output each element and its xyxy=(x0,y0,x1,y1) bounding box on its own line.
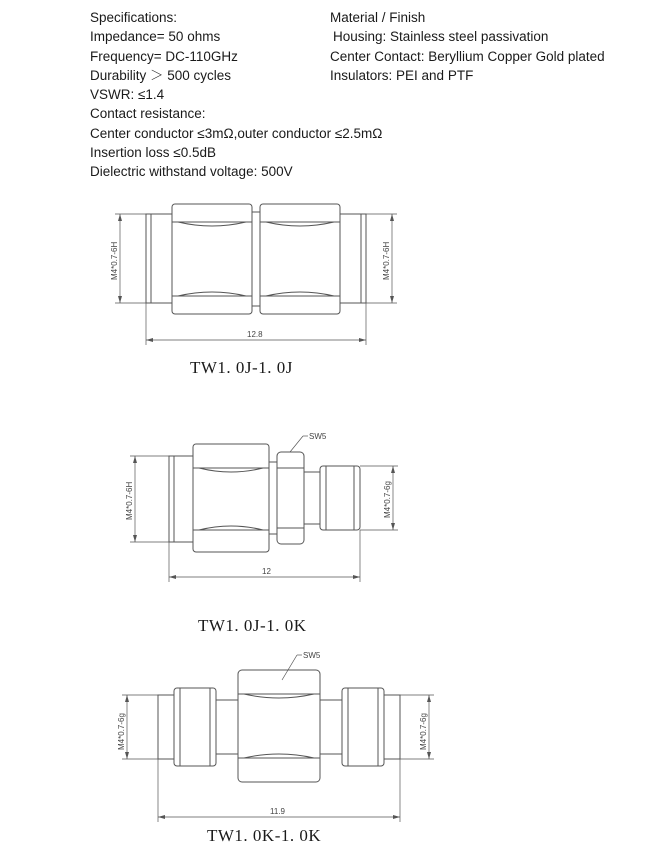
drawing-3-connector xyxy=(122,655,434,822)
spec-vswr: VSWR: ≤1.4 xyxy=(90,87,165,103)
caption-2: TW1. 0J-1. 0K xyxy=(198,616,307,635)
spec-contact-resistance: Contact resistance: xyxy=(90,106,206,122)
d2-wrench: SW5 xyxy=(309,432,327,441)
spec-durability: Durability ＞ 500 cycles xyxy=(90,67,232,83)
caption-1: TW1. 0J-1. 0J xyxy=(190,358,293,377)
d3-thread-right: M4*0.7-6g xyxy=(419,713,428,750)
drawing-1-connector xyxy=(115,204,397,345)
spec-conductors: Center conductor ≤3mΩ,outer conductor ≤2.5mΩ xyxy=(90,125,383,141)
d3-wrench: SW5 xyxy=(303,651,321,660)
spec-dielectric: Dielectric withstand voltage: 500V xyxy=(90,164,293,180)
d1-length: 12.8 xyxy=(247,330,263,339)
material-housing: Housing: Stainless steel passivation xyxy=(333,29,549,45)
spec-frequency: Frequency= DC-110GHz xyxy=(90,48,238,64)
spec-heading: Specifications: xyxy=(90,10,178,25)
spec-impedance: Impedance= 50 ohms xyxy=(90,29,221,45)
d2-thread-right: M4*0.7-6g xyxy=(383,481,392,518)
material-center-contact: Center Contact: Beryllium Copper Gold plated xyxy=(330,48,605,64)
d1-thread-left: M4*0.7-6H xyxy=(110,241,119,280)
material-heading: Material / Finish xyxy=(330,10,426,25)
d3-thread-left: M4*0.7-6g xyxy=(117,713,126,750)
drawing-2-connector xyxy=(130,436,398,582)
caption-3: TW1. 0K-1. 0K xyxy=(207,826,322,845)
d2-length: 12 xyxy=(262,567,271,576)
d1-thread-right: M4*0.7-6H xyxy=(382,241,391,280)
d2-thread-left: M4*0.7-6H xyxy=(125,481,134,520)
material-insulators: Insulators: PEI and PTF xyxy=(330,67,474,83)
d3-length: 11.9 xyxy=(270,807,285,816)
spec-insertion-loss: Insertion loss ≤0.5dB xyxy=(90,145,216,161)
